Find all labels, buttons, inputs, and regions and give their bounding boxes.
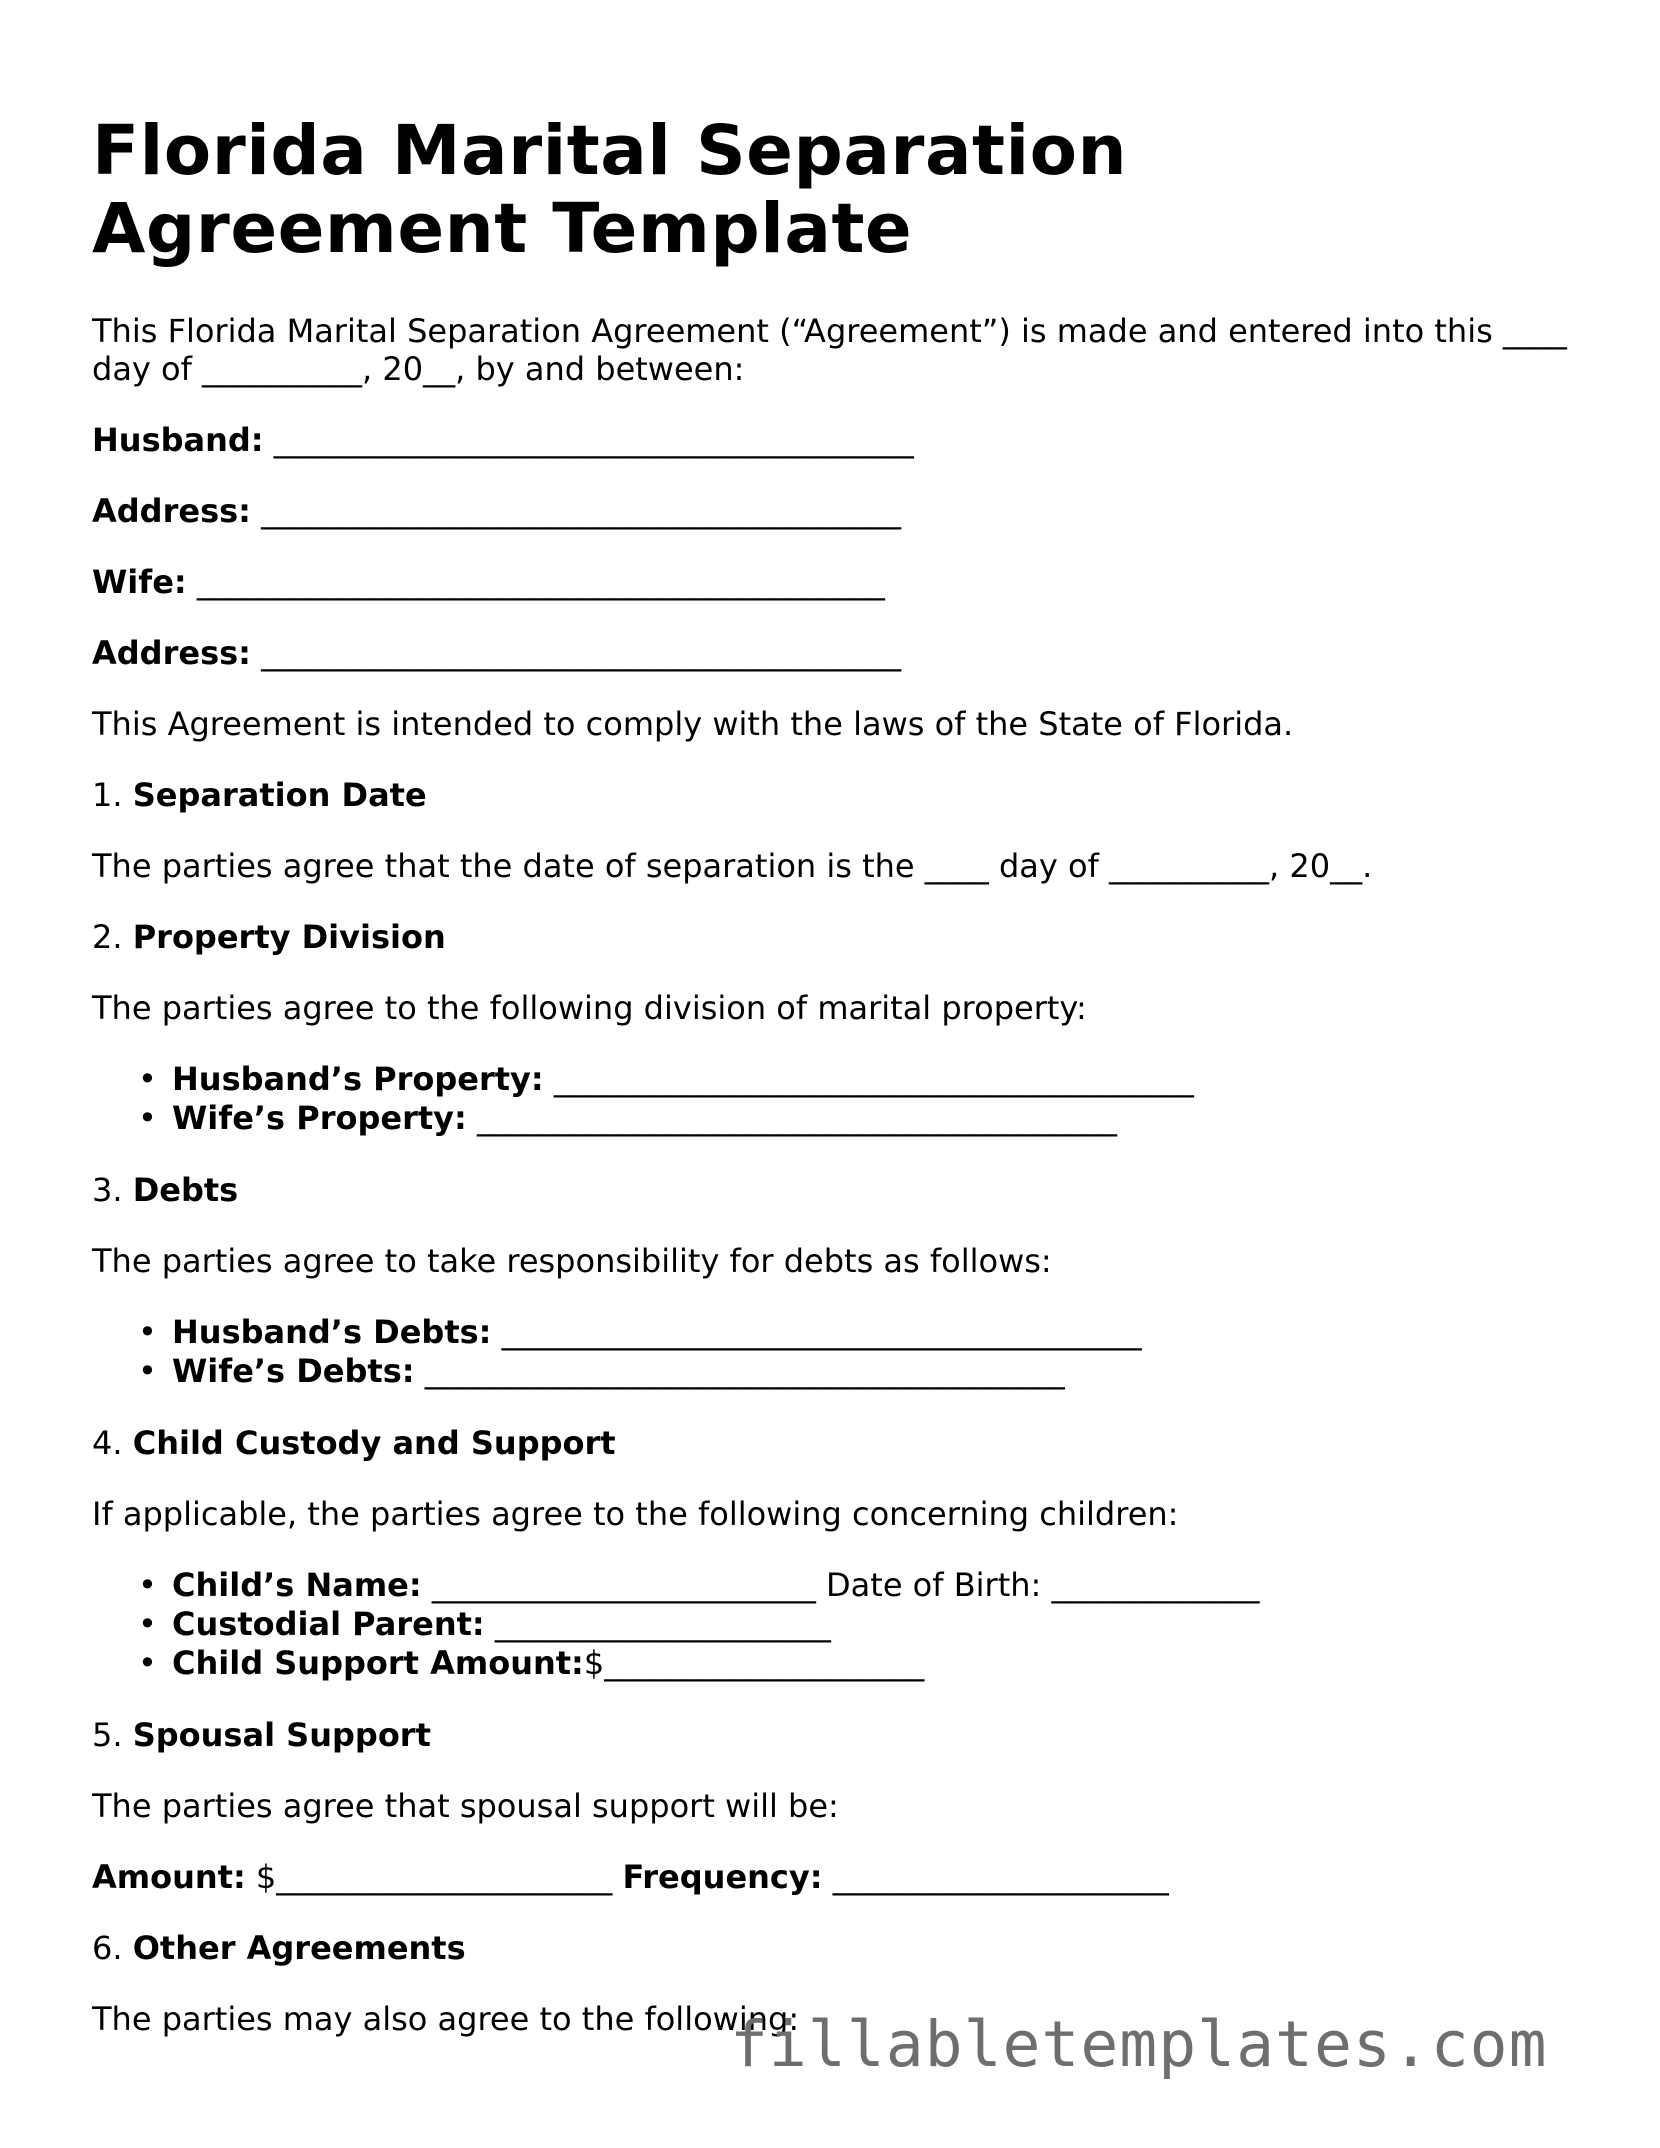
- compliance-paragraph: This Agreement is intended to comply with the laws of the State of Florida.: [92, 705, 1294, 743]
- section-1-title: Separation Date: [132, 776, 427, 814]
- section-3-title: Debts: [132, 1171, 239, 1209]
- wife-address-field: [92, 634, 1572, 672]
- husband-address-label: Address:: [92, 492, 251, 530]
- custodial-parent-blank[interactable]: _____________________: [494, 1605, 831, 1643]
- husband-debts-label: Husband’s Debts:: [172, 1313, 492, 1351]
- section-4-heading: [92, 1424, 1572, 1462]
- section-1-number: 1.: [92, 776, 123, 814]
- section-4-number: 4.: [92, 1424, 123, 1462]
- intro-paragraph: This Florida Marital Separation Agreement (“Agreement”) is made and entered into this ____ day of __________, 20__, by and between:: [92, 312, 1567, 388]
- frequency-blank[interactable]: _____________________: [832, 1858, 1169, 1896]
- dob-blank[interactable]: _____________: [1051, 1566, 1260, 1604]
- husband-label: Husband:: [92, 421, 264, 459]
- child-name-label: Child’s Name:: [172, 1566, 422, 1604]
- husband-property-blank[interactable]: ________________________________________: [553, 1060, 1194, 1098]
- wife-debts-blank[interactable]: ________________________________________: [424, 1352, 1065, 1390]
- section-3-heading: [92, 1171, 1572, 1209]
- wife-address-blank[interactable]: ________________________________________: [261, 634, 902, 672]
- document-title: Florida Marital Separation Agreement Template: [92, 111, 1128, 269]
- husband-property-label: Husband’s Property:: [172, 1060, 544, 1098]
- child-name-blank[interactable]: ________________________: [431, 1566, 816, 1604]
- section-1-text: The parties agree that the date of separation is the ____ day of __________, 20__.: [92, 847, 1373, 885]
- husband-address-field: [92, 492, 1572, 530]
- wife-address-label: Address:: [92, 634, 251, 672]
- list-item: [172, 1605, 1572, 1644]
- list-item: [172, 1060, 1572, 1099]
- dob-label: Date of Birth:: [826, 1566, 1042, 1604]
- section-6-heading: [92, 1929, 1572, 1967]
- debts-list: [92, 1313, 1572, 1391]
- section-2-number: 2.: [92, 918, 123, 956]
- wife-label: Wife:: [92, 563, 187, 601]
- list-item: [172, 1313, 1572, 1352]
- amount-blank[interactable]: $_____________________: [255, 1858, 613, 1896]
- section-5-title: Spousal Support: [132, 1716, 431, 1754]
- section-2-text: The parties agree to the following division of marital property:: [92, 989, 1087, 1027]
- husband-blank[interactable]: ________________________________________: [273, 421, 914, 459]
- section-5-text: The parties agree that spousal support will be:: [92, 1787, 839, 1825]
- section-2-heading: [92, 918, 1572, 956]
- section-3-text: The parties agree to take responsibility for debts as follows:: [92, 1242, 1052, 1280]
- section-6-text: The parties may also agree to the following:: [92, 2000, 800, 2038]
- frequency-label: Frequency:: [622, 1858, 823, 1896]
- list-item: [172, 1644, 1572, 1683]
- list-item: [172, 1099, 1572, 1138]
- section-5-number: 5.: [92, 1716, 123, 1754]
- list-item: [172, 1566, 1572, 1605]
- wife-debts-label: Wife’s Debts:: [172, 1352, 415, 1390]
- list-item: [172, 1352, 1572, 1391]
- custodial-parent-label: Custodial Parent:: [172, 1605, 485, 1643]
- wife-property-label: Wife’s Property:: [172, 1099, 467, 1137]
- property-list: [92, 1060, 1572, 1138]
- section-5-heading: [92, 1716, 1572, 1754]
- section-2-title: Property Division: [132, 918, 446, 956]
- wife-property-blank[interactable]: ________________________________________: [476, 1099, 1117, 1137]
- husband-debts-blank[interactable]: ________________________________________: [501, 1313, 1142, 1351]
- husband-field: [92, 421, 1572, 459]
- section-1-heading: [92, 776, 1572, 814]
- amount-label: Amount:: [92, 1858, 246, 1896]
- watermark: fillabletemplates.com: [730, 2008, 1548, 2081]
- child-support-label: Child Support Amount:: [172, 1644, 584, 1682]
- husband-address-blank[interactable]: ________________________________________: [261, 492, 902, 530]
- section-4-text: If applicable, the parties agree to the following concerning children:: [92, 1495, 1179, 1533]
- document-page: [92, 112, 1572, 2071]
- section-6-number: 6.: [92, 1929, 123, 1967]
- section-6-title: Other Agreements: [132, 1929, 466, 1967]
- wife-field: [92, 563, 1572, 601]
- spousal-support-field: [92, 1858, 1572, 1896]
- section-3-number: 3.: [92, 1171, 123, 1209]
- wife-blank[interactable]: ___________________________________________: [196, 563, 885, 601]
- child-support-blank[interactable]: $____________________: [583, 1644, 925, 1682]
- section-4-title: Child Custody and Support: [132, 1424, 616, 1462]
- children-list: [92, 1566, 1572, 1683]
